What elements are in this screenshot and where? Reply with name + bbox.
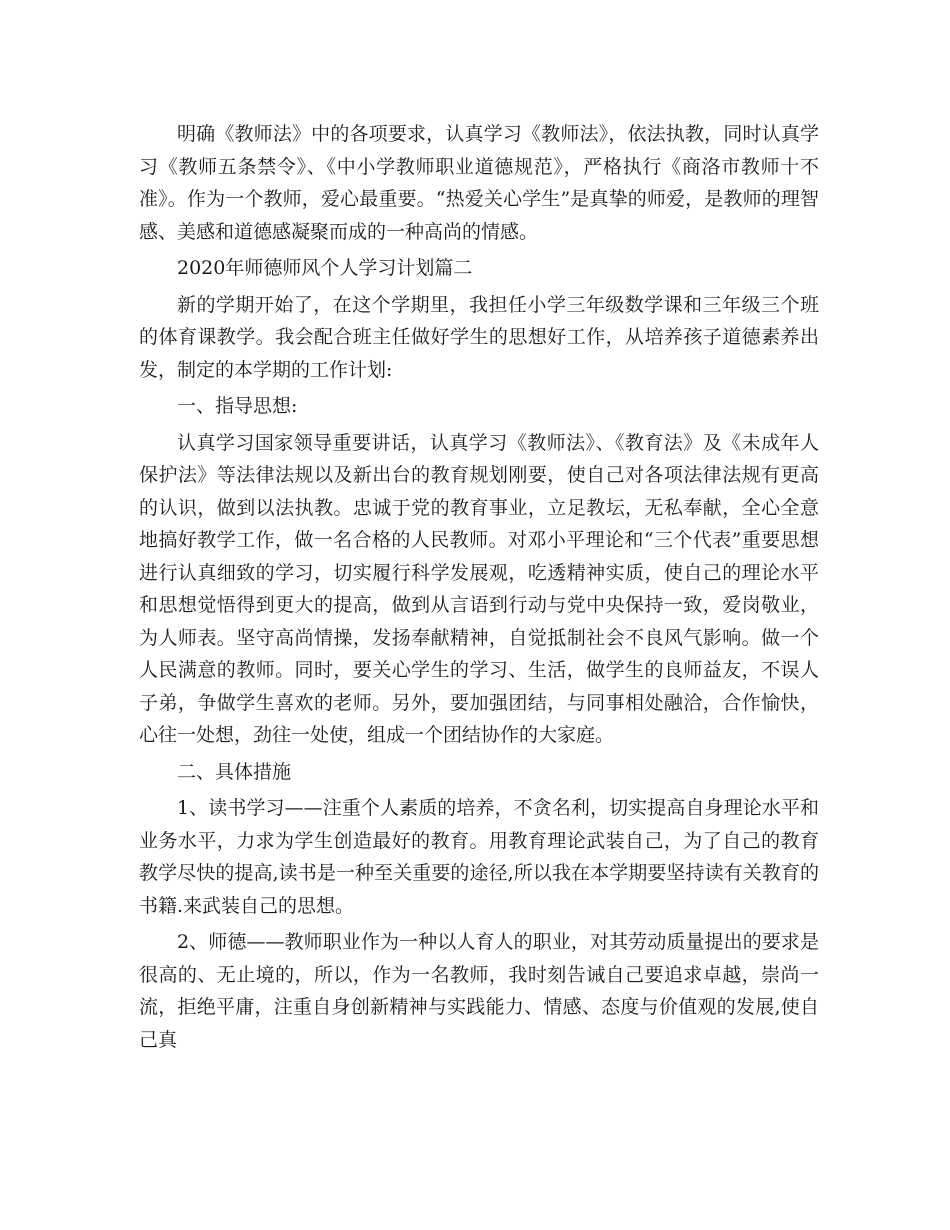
paragraph-teacher-ethics: 2、师德——教师职业作为一种以人育人的职业，对其劳动质量提出的要求是很高的、无止境的，所以，作为一名教师，我时刻告诫自己要追求卓越，崇尚一流，拒绝平庸，注重自身创新精神与实践能力、情感、态度与价值观的发展,使自己真 [139,931,819,1051]
paragraph-guiding-thought: 认真学习国家领导重要讲话，认真学习《教师法》、《教育法》及《未成年人保护法》等法律法规以及新出台的教育规划刚要，使自己对各项法律法规有更高的认识，做到以法执教。忠诚于党的教育事业，立足教坛，无私奉献，全心全意地搞好教学工作，做一名合格的人民教师。对邓小平理论和“三个代表”重要思想进行认真细致的学习，切实履行科学发展观，吃透精神实质，使自己的理论水平和思想觉悟得到更大的提高，做到从言语到行动与党中央保持一致，爱岗敬业，为人师表。坚守高尚情操，发扬奉献精神，自觉抵制社会不良风气影响。做一个人民满意的教师。同时，要关心学生的学习、生活，做学生的良师益友，不误人子弟，争做学生喜欢的老师。另外，要加强团结，与同事相处融洽，合作愉快，心往一处想，劲往一处使，组成一个团结协作的大家庭。 [139,431,819,746]
paragraph-reading-study: 1、读书学习——注重个人素质的培养，不贪名利，切实提高自身理论水平和业务水平，力求为学生创造最好的教育。用教育理论武装自己，为了自己的教育教学尽快的提高,读书是一种至关重要的途径,所以我在本学期要坚持读有关教育的书籍.来武装自己的思想。 [139,797,819,917]
section-title: 2020年师德师风个人学习计划篇二 [177,257,473,279]
document-body [139,118,819,1060]
paragraph-intro: 新的学期开始了，在这个学期里，我担任小学三年级数学课和三年级三个班的体育课教学。我会配合班主任做好学生的思想好工作，从培养孩子道德素养出发，制定的本学期的工作计划: [139,293,819,381]
paragraph-teacher-law: 明确《教师法》中的各项要求，认真学习《教师法》，依法执教，同时认真学习《教师五条禁令》、《中小学教师职业道德规范》，严格执行《商洛市教师十不准》。作为一个教师，爱心最重要。“热爱关心学生”是真挚的师爱，是教师的理智感、美感和道德感凝聚而成的一种高尚的情感。 [139,123,819,243]
heading-specific-measures: 二、具体措施 [177,760,292,783]
heading-guiding-thought: 一、指导思想: [177,395,298,417]
